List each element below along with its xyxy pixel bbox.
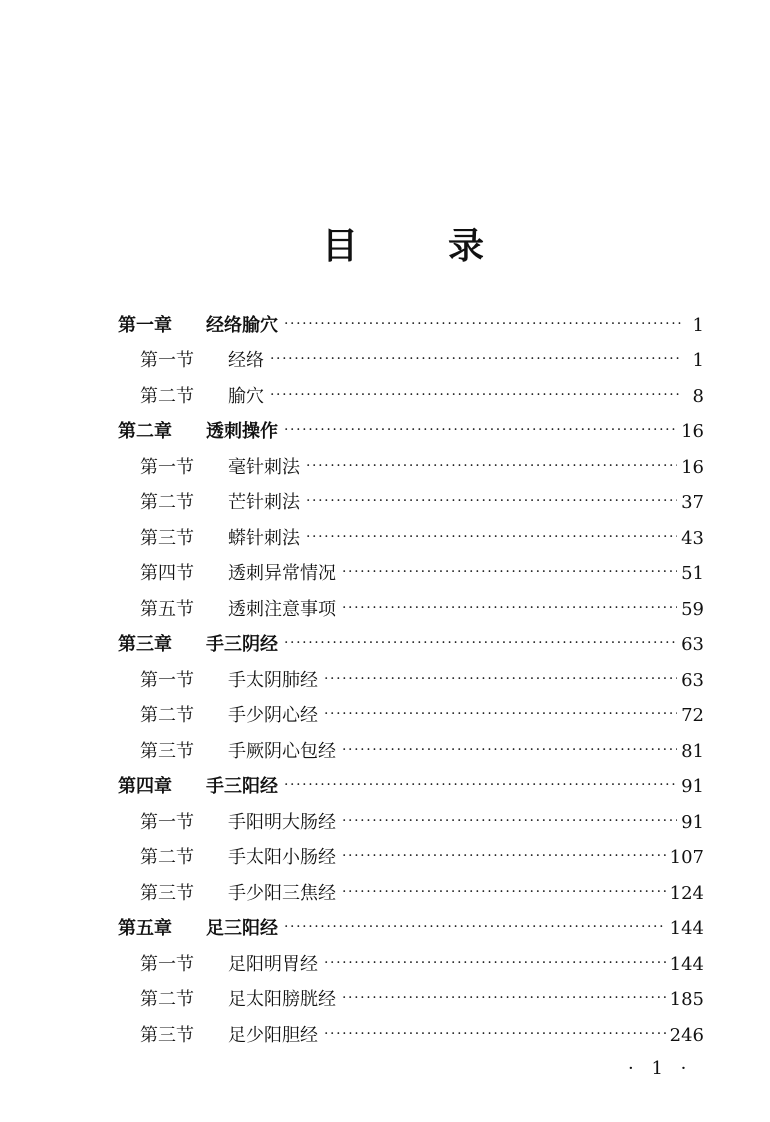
section-title: 足少阳胆经 — [228, 1024, 318, 1046]
toc-section-entry — [118, 805, 704, 841]
dot-leader — [324, 672, 677, 690]
dot-leader — [270, 388, 682, 406]
chapter-number: 第二章 — [118, 421, 172, 443]
toc-chapter-entry — [118, 912, 704, 948]
toc-section-entry — [118, 699, 704, 735]
section-number: 第二节 — [140, 705, 194, 727]
section-title: 蟒针刺法 — [228, 527, 300, 549]
toc-page-number: 72 — [681, 705, 704, 727]
dot-leader — [324, 1027, 666, 1045]
section-title: 经络 — [228, 350, 264, 372]
dot-leader — [342, 885, 666, 903]
section-number: 第二节 — [140, 385, 194, 407]
toc-entry-label — [118, 707, 318, 725]
toc-entry-label — [118, 953, 318, 975]
toc-section-entry — [118, 841, 704, 877]
toc-entry-label — [118, 385, 264, 407]
toc-chapter-entry — [118, 415, 704, 451]
toc-entry-label — [118, 598, 336, 620]
dot-leader — [284, 636, 677, 654]
dot-leader — [306, 459, 677, 477]
toc-entry-label — [118, 778, 278, 796]
section-number: 第三节 — [140, 740, 194, 762]
toc-chapter-entry — [118, 770, 704, 806]
toc-chapter-entry — [118, 308, 704, 344]
toc-page-number: 8 — [692, 385, 704, 407]
toc-entry-label — [118, 527, 300, 549]
section-title: 腧穴 — [228, 385, 264, 407]
section-title: 透刺注意事项 — [228, 598, 336, 620]
toc-page-number: 144 — [669, 918, 704, 940]
toc-entry-label — [118, 882, 336, 904]
section-title: 手少阴心经 — [228, 705, 318, 727]
toc-section-entry — [118, 983, 704, 1019]
dot-leader — [342, 849, 666, 867]
toc-section-entry — [118, 486, 704, 522]
toc-page-number: 1 — [692, 314, 704, 336]
toc-page-number: 1 — [692, 350, 704, 372]
chapter-number: 第三章 — [118, 634, 172, 656]
toc-section-entry — [118, 557, 704, 593]
toc-entry-label — [118, 565, 336, 583]
toc-page-number: 63 — [681, 634, 704, 656]
dot-leader — [342, 743, 677, 761]
toc-page-number: 81 — [681, 740, 704, 762]
table-of-contents — [118, 308, 704, 1054]
toc-chapter-entry — [118, 628, 704, 664]
dot-leader — [342, 601, 677, 619]
toc-entry-label — [118, 849, 336, 867]
dot-leader — [284, 317, 682, 335]
toc-entry-label — [118, 456, 300, 478]
section-number: 第二节 — [140, 492, 194, 514]
toc-page-number: 107 — [669, 847, 704, 869]
section-number: 第三节 — [140, 882, 194, 904]
toc-page-number: 16 — [681, 456, 704, 478]
dot-leader — [306, 494, 677, 512]
toc-entry-label — [118, 920, 278, 938]
section-number: 第一节 — [140, 811, 194, 833]
toc-entry-label — [118, 740, 336, 762]
toc-page-number: 185 — [669, 989, 704, 1011]
toc-section-entry — [118, 947, 704, 983]
title-char-mu: 目 — [322, 225, 359, 267]
toc-page-number: 37 — [681, 492, 704, 514]
chapter-title: 手三阳经 — [206, 776, 278, 798]
section-number: 第一节 — [140, 669, 194, 691]
page-number: · 1 · — [628, 1058, 693, 1079]
toc-section-entry — [118, 1018, 704, 1054]
title-char-lu: 录 — [448, 225, 485, 267]
section-title: 手少阳三焦经 — [228, 882, 336, 904]
toc-entry-label — [118, 669, 318, 691]
dot-leader — [306, 530, 677, 548]
section-number: 第四节 — [140, 563, 194, 585]
dot-leader — [342, 814, 677, 832]
chapter-title: 足三阳经 — [206, 918, 278, 940]
toc-page-number: 63 — [681, 669, 704, 691]
section-number: 第一节 — [140, 350, 194, 372]
toc-entry-label — [118, 494, 300, 512]
dot-leader — [270, 352, 682, 370]
dot-leader — [342, 991, 666, 1009]
section-title: 手太阴肺经 — [228, 669, 318, 691]
toc-page-number: 91 — [681, 776, 704, 798]
section-number: 第一节 — [140, 456, 194, 478]
section-number: 第五节 — [140, 598, 194, 620]
toc-section-entry — [118, 521, 704, 557]
section-title: 芒针刺法 — [228, 492, 300, 514]
dot-leader — [324, 707, 677, 725]
chapter-number: 第一章 — [118, 314, 172, 336]
toc-page-number: 144 — [669, 953, 704, 975]
section-number: 第三节 — [140, 1024, 194, 1046]
toc-entry-label — [118, 1024, 318, 1046]
toc-entry-label — [118, 423, 278, 441]
section-number: 第二节 — [140, 847, 194, 869]
chapter-number: 第四章 — [118, 776, 172, 798]
toc-entry-label — [118, 636, 278, 654]
dot-leader — [342, 565, 677, 583]
section-title: 足阳明胃经 — [228, 953, 318, 975]
toc-section-entry — [118, 592, 704, 628]
section-title: 足太阳膀胱经 — [228, 989, 336, 1011]
section-title: 手厥阴心包经 — [228, 740, 336, 762]
section-title: 手太阳小肠经 — [228, 847, 336, 869]
toc-entry-label — [118, 811, 336, 833]
section-number: 第一节 — [140, 953, 194, 975]
toc-section-entry — [118, 344, 704, 380]
dot-leader — [284, 778, 677, 796]
section-number: 第二节 — [140, 989, 194, 1011]
toc-entry-label — [118, 314, 278, 336]
chapter-number: 第五章 — [118, 918, 172, 940]
chapter-title: 经络腧穴 — [206, 314, 278, 336]
section-title: 透刺异常情况 — [228, 563, 336, 585]
toc-entry-label — [118, 991, 336, 1009]
toc-section-entry — [118, 379, 704, 415]
chapter-title: 透刺操作 — [206, 421, 278, 443]
toc-page-number: 51 — [681, 563, 704, 585]
toc-page-number: 59 — [681, 598, 704, 620]
dot-leader — [284, 920, 666, 938]
dot-leader — [284, 423, 677, 441]
toc-section-entry — [118, 663, 704, 699]
toc-page-number: 246 — [669, 1024, 704, 1046]
chapter-title: 手三阴经 — [206, 634, 278, 656]
page-title — [0, 218, 770, 268]
toc-section-entry — [118, 450, 704, 486]
toc-page-number: 91 — [681, 811, 704, 833]
toc-entry-label — [118, 352, 264, 370]
section-title: 手阳明大肠经 — [228, 811, 336, 833]
section-title: 毫针刺法 — [228, 456, 300, 478]
toc-page-number: 124 — [669, 882, 704, 904]
section-number: 第三节 — [140, 527, 194, 549]
dot-leader — [324, 956, 666, 974]
toc-section-entry — [118, 734, 704, 770]
toc-page-number: 16 — [681, 421, 704, 443]
toc-section-entry — [118, 876, 704, 912]
toc-page-number: 43 — [681, 527, 704, 549]
